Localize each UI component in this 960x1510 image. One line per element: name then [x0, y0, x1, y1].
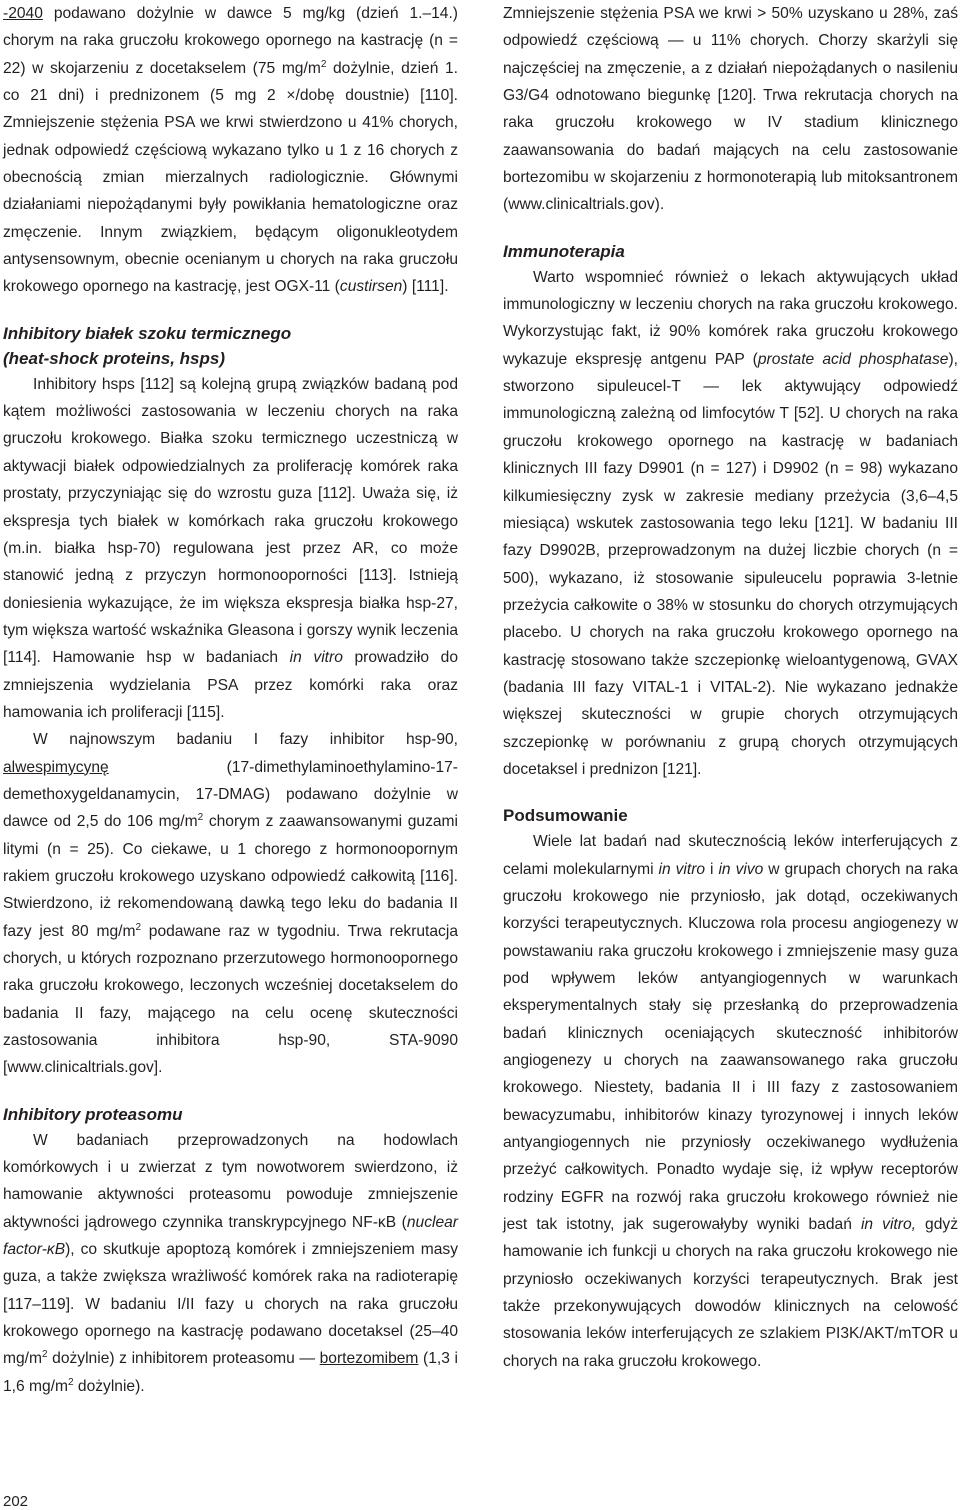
heading-proteasome-inhibitors: Inhibitory proteasomu: [3, 1104, 183, 1124]
paragraph-summary: Wiele lat badań nad skutecznością leków interferujących z celami molekularnymi in vitro i in vivo w grupach chorych na raka gruczołu krokowego nie przyniosło, jak dotąd, oczekiwanych korzyści terapeutycznych. Kluczowa rola procesu angiogenezy w powstawaniu raka gruczołu krokowego i zmniejszenie masy guza pod wpływem leków antyangiogennych w warunkach eksperymentalnych stały się przesłanką do przeprowadzenia badań klinicznych oceniających skuteczność inhibitorów angiogenezy u chorych na zaawansowanego raka gruczołu krokowego. Niestety, badania II i III fazy z zastosowaniem bewacyzumabu, inhibitorów kinazy tyrozynowej i innych leków antyangiogennych nie przyniosły oczekiwanego wydłużenia przeżyć całkowitych. Ponadto wydaje się, iż wpływ receptorów rodziny EGFR na rozwój raka gruczołu krokowego również nie jest tak istotny, jak sugerowałyby wyniki badań in vitro, gdyż hamowanie ich funkcji u chorych na raka gruczołu krokowego nie przyniosło oczekiwanych korzyści terapeutycznych. Brak jest także przekonywujących dowodów klinicznych na celowość stosowania leków interferujących ze szlakiem PI3K/AKT/mTOR u chorych na raka gruczołu krokowego.: [503, 833, 958, 1370]
paragraph-bortezomib-results: Zmniejszenie stężenia PSA we krwi > 50% uzyskano u 28%, zaś odpowiedź częściową — u 11% chorych. Chorzy skarżyli się najczęściej na zmęczenie, a z działań niepożądanych o nasileniu G3/G4 odnotowano biegunkę [120]. Trwa rekrutacja chorych na raka gruczołu krokowego w IV stadium klinicznego zaawansowania do badań mających na celu zastosowanie bortezomibu w skojarzeniu z hormonoterapią lub mitoksantronem (www.clinicaltrials.gov).: [503, 5, 958, 214]
paragraph-immunotherapy: Warto wspomnieć również o lekach aktywujących układ immunologiczny w leczeniu chorych na raka gruczołu krokowego. Wykorzystując fakt, iż 90% komórek raka gruczołu krokowego wykazuje ekspresję antgenu PAP (prostate acid phosphatase), stworzono sipuleucel-T — lek aktywujący odpowiedź immunologiczną zależną od limfocytów T [52]. U chorych na raka gruczołu krokowego opornego na kastrację w badaniach klinicznych III fazy D9901 (n = 127) i D9902 (n = 98) wykazano kilkumiesięczny zysk w zakresie mediany przeżycia (3,6–4,5 miesiąca) wskutek zastosowania tego leku [121]. W badaniu III fazy D9902B, przeprowadzonym na dużej liczbie chorych (n = 500), wykazano, iż stosowanie sipuleucelu poprawia 3-letnie przeżycia całkowite o 38% w stosunku do chorych otrzymujących placebo. U chorych na raka gruczołu krokowego opornego na kastrację stosowano także szczepionkę wieloantygenową, GVAX (badania III fazy VITAL-1 i VITAL-2). Nie wykazano jednakże większej skuteczności w grupie chorych otrzymujących szczepionkę w porównaniu z grupą chorych otrzymujących docetaksel i prednizon [121].: [503, 268, 958, 778]
paragraph-hsp-1: Inhibitory hsps [112] są kolejną grupą związków badaną pod kątem możliwości zastosowania w leczeniu chorych na raka gruczołu krokowego. Białka szoku termicznego uczestniczą w aktywacji białek odpowiedzialnych za proliferację komórek raka prostaty, przyczyniając się do wzrostu guza [112]. Uważa się, iż ekspresja tych białek w komórkach raka gruczołu krokowego (m.in. białka hsp-70) regulowana jest przez AR, co może stanowić jedną z przyczyn hormonooporności [113]. Istnieją doniesienia wykazujące, że im większa ekspresja białka hsp-27, tym większa wartość wskaźnika Gleasona i gorszy wynik leczenia [114]. Hamowanie hsp w badaniach in vitro prowadziło do zmniejszenia wydzielania PSA przez komórki raka oraz hamowania ich proliferacji [115].: [3, 375, 458, 721]
bortezomib-term: bortezomibem: [319, 1350, 419, 1368]
paragraph-oligonucleotides: -2040 podawano dożylnie w dawce 5 mg/kg (dzień 1.–14.) chorym na raka gruczołu krokowego opornego na kastrację (n = 22) w skojarzeniu z docetakselem (75 $mg/m^2$ dożylnie, dzień 1. co 21 dni) i prednizonem (5 mg 2 ×/dobę doustnie) [110]. Zmniejszenie stężenia PSA we krwi stwierdzono u 41% chorych, jednak odpowiedź częściową wykazano tylko u 1 z 16 chorych z obecnością zmian mierzalnych radiologicznie. Głównymi działaniami niepożądanymi były powikłania hematologiczne oraz zmęczenie. Innym związkiem, będącym oligonukleotydem antysensownym, obecnie ocenianym u chorych na raka gruczołu krokowego opornego na kastrację, jest OGX-11 (custirsen) [111].: [3, 5, 459, 296]
alvespimycin-term: alwespimycynę: [3, 758, 109, 776]
heading-immunotherapy: Immunoterapia: [503, 241, 625, 261]
page-number: 202: [3, 1493, 29, 1510]
left-column: [3, 0, 458, 1400]
paragraph-hsp-2: W najnowszym badaniu I fazy inhibitor hsp-90, alwespimycynę (17-dimethylaminoethylamino-17-demethoxygeldanamycin, 17-DMAG) podawano dożylnie w dawce od 2,5 do 106 $mg/m^2$ chorym z zaawansowanymi guzami litymi (n = 25). Co ciekawe, u 1 chorego z hormonoopornym rakiem gruczołu krokowego uzyskano odpowiedź całkowitą [116]. Stwierdzono, iż rekomendowaną dawką tego leku do badania II fazy jest 80 $mg/m^2$ podawane raz w tygodniu. Trwa rekrutacja chorych, u których rozpoznano przerzutowego hormonoopornego raka gruczołu krokowego, leczonych wcześniej docetakselem do badania II fazy, mającego na celu ocenę skuteczności zastosowania inhibitora hsp-90, STA-9090 [www.clinicaltrials.gov].: [3, 731, 459, 1077]
paragraph-proteasome: W badaniach przeprowadzonych na hodowlach komórkowych i u zwierzat z tym nowotworem swierdzono, iż hamowanie aktywności proteasomu powoduje zmniejszenie aktywności jądrowego czynnika transkrypcyjnego NF-κB (nuclear factor-κB), co skutkuje apoptozą komórek i zmniejszeniem masy guza, a także zwiększa wrażliwość komórek raka na radioterapię [117–119]. W badaniu I/II fazy u chorych na raka gruczołu krokowego opornego na kastrację podawano docetaksel (25–40 $mg/m^2$ dożylnie) z inhibitorem proteasomu — bortezomibem (1,3 i 1,6 $mg/m^2$ dożylnie).: [3, 1131, 458, 1395]
heading-hsp-inhibitors: Inhibitory białek szoku termicznego (heat-shock proteins, hsps): [3, 323, 292, 368]
heading-summary: Podsumowanie: [503, 806, 628, 826]
drug-name-link: -2040: [3, 5, 43, 22]
right-column: [503, 0, 958, 1375]
